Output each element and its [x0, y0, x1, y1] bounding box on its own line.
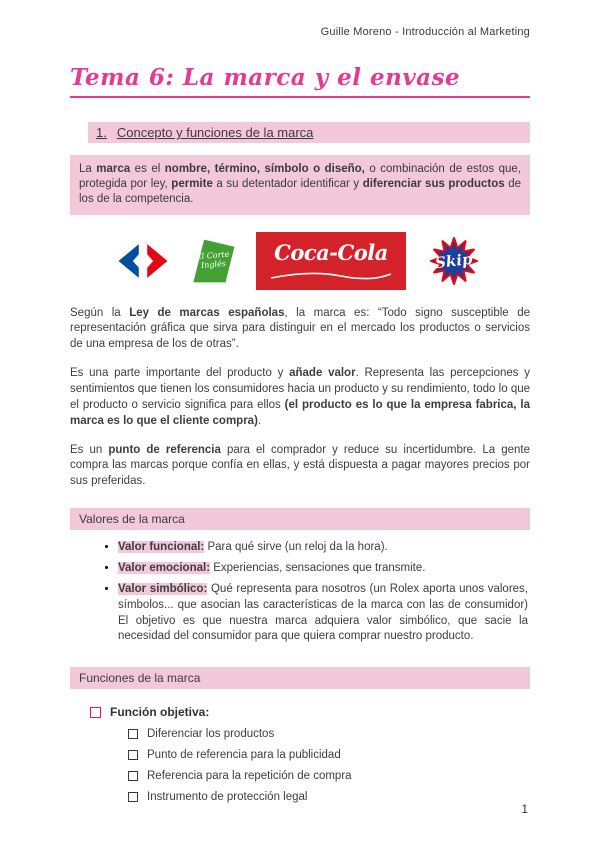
checkbox-pink-icon [90, 707, 101, 718]
section-title: Concepto y funciones de la marca [116, 125, 314, 140]
paragraph-ley-de-marcas: Según la Ley de marcas españolas, la marca es: “Todo signo susceptible de representación gráfica que sirva para distinguir en el mercado los productos o servicios de una empresa de los de otras”. [70, 306, 530, 351]
page-header [70, 0, 530, 38]
checkbox-icon [128, 771, 138, 781]
carrefour-logo [116, 238, 170, 284]
funcion-item [128, 728, 530, 740]
el-corte-ingles-text: El Corte Inglés [195, 249, 230, 271]
skip-logo [424, 234, 484, 288]
course-header-text: Guille Moreno - Introducción al Marketing [320, 26, 530, 38]
funciones-de-la-marca-heading: Funciones de la marca [70, 667, 530, 689]
funciones-checklist [128, 728, 530, 803]
list-item-valor-emocional: • Valor emocional: Experiencias, sensaciones que transmite. [118, 561, 530, 577]
funcion-item [128, 749, 530, 761]
definition-highlight-box: La marca es el nombre, término, símbolo o diseño, o combinación de estos que, protegida por ley, permite a su detentador identificar y diferenciar sus productos de los de la competencia. [70, 155, 530, 215]
checkbox-icon [128, 729, 138, 739]
funcion-objetiva-label: Función objetiva: [110, 705, 210, 720]
section-number: 1. [96, 125, 107, 140]
funcion-item-label: Punto de referencia para la publicidad [147, 749, 341, 762]
section-heading [88, 122, 530, 143]
funcion-item [128, 791, 530, 803]
funcion-item-label: Referencia para la repetición de compra [147, 770, 352, 783]
paragraph-anade-valor: Es una parte importante del producto y añade valor. Representa las percepciones y sentimientos que tienen los consumidores hacia un producto y su rendimiento, todo lo que el producto o servicio significa para ellos (el producto es lo que la empresa fabrica, la marca es lo que el cliente compra). [70, 367, 530, 427]
list-item-valor-funcional: • Valor funcional: Para qué sirve (un reloj da la hora). [118, 540, 530, 556]
checkbox-icon [128, 792, 138, 802]
brand-logos-row [70, 229, 530, 293]
skip-text: Skip [434, 249, 474, 272]
valores-list [70, 540, 530, 645]
valores-de-la-marca-heading: Valores de la marca [70, 508, 530, 530]
list-item-valor-simbolico: • Valor simbólico: Qué representa para nosotros (un Rolex aporta unos valores, símbolos... que asocian las características de la marca con las de consumidor) El objetivo es que nuestra marca adquiera valor simbólico, que sacie la necesidad del consumidor para que quiera comprar nuestro producto. [118, 582, 530, 645]
page-number: 1 [521, 802, 528, 816]
coca-cola-logo [256, 232, 406, 290]
coca-cola-text: Coca-Cola [274, 239, 388, 265]
funcion-objetiva-item [90, 705, 530, 719]
funcion-item-label: Instrumento de protección legal [147, 791, 308, 804]
checkbox-icon [128, 750, 138, 760]
paragraph-punto-de-referencia: Es un punto de referencia para el comprador y reduce su incertidumbre. La gente compra las marcas porque confía en ellas, y está dispuesta a pagar mayores precios por sus preferidas. [70, 443, 530, 488]
funcion-item [128, 770, 530, 782]
el-corte-ingles-logo [188, 235, 238, 287]
carrefour-arrows-icon [116, 238, 170, 284]
page-title: Tema 6: La marca y el envase [70, 64, 530, 98]
funcion-item-label: Diferenciar los productos [147, 728, 275, 741]
